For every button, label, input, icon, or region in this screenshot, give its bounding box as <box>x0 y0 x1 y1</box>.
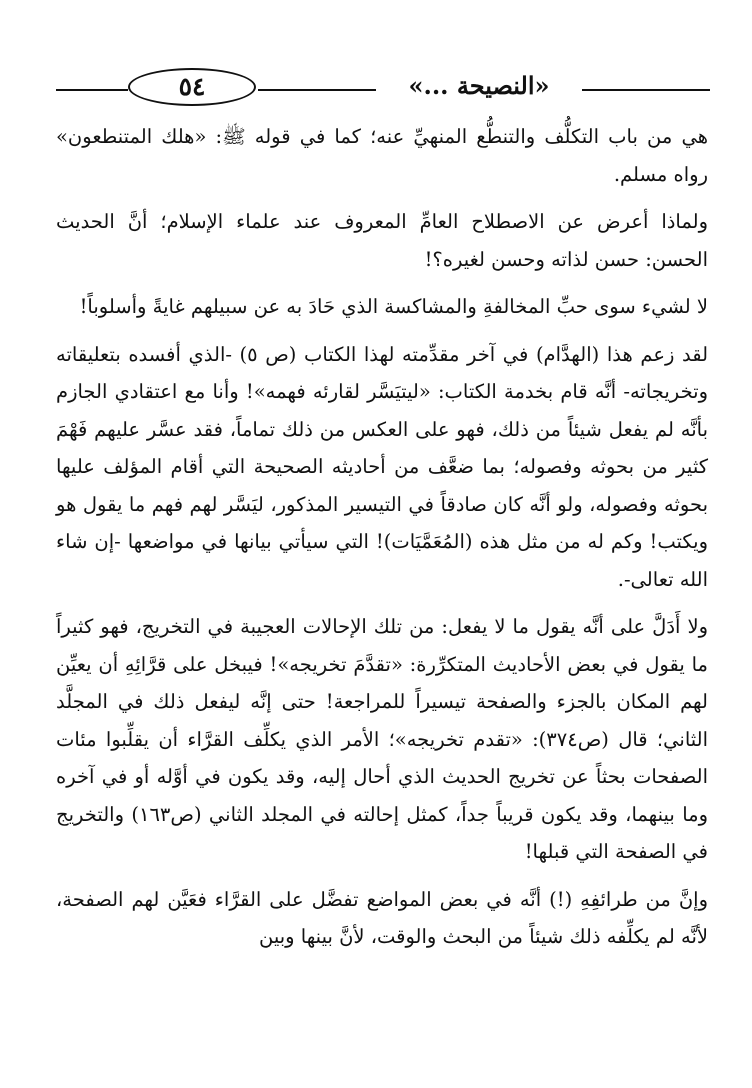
header-rule-left <box>56 89 128 91</box>
paragraph-2: ولماذا أعرض عن الاصطلاح العامِّ المعروف عند علماء الإسلام؛ أنَّ الحديث الحسن: حسن لذاته وحسن لغيره؟! <box>56 210 708 271</box>
running-title: «النصيحة ...» <box>408 71 550 100</box>
page-body <box>56 118 708 966</box>
paragraph-4: لقد زعم هذا (الهدَّام) في آخر مقدِّمته لهذا الكتاب (ص ٥) -الذي أفسده بتعليقاته وتخريجاته- أنَّه قام بخدمة الكتاب: «ليتيَسَّر لقارئه فهمه»! وأنا مع اعتقادي الجازم بأنَّه لم يفعل شيئاً من ذلك، فهو على العكس من ذلك تماماً، فقد عسَّر عليهم فَهْمَ كثير من بحوثه وفصوله؛ بما ضعَّف من أحاديثه الصحيحة التي أقام المؤلف عليها بحوثه وفصوله، ولو أنَّه كان صادقاً في التيسير المذكور، ليَسَّر لهم فهم ما يقول هو ويكتب! وكم له من مثل هذه (المُعَمَّيَات)! التي سيأتي بيانها في مواضعها -إن شاء الله تعالى-. <box>56 342 709 591</box>
paragraph-5: ولا أَدَلَّ على أنَّه يقول ما لا يفعل: من تلك الإحالات العجيبة في التخريج، فهو كثيراً ما يقول في بعض الأحاديث المتكرِّرة: «تقدَّمَ تخريجه»! فيبخل على قرَّائِهِ أن يعيِّن لهم المكان بالجزء والصفحة تيسيراً للمراجعة! حتى إنَّه ليفعل ذلك في المجلَّد الثاني؛ قال (ص٣٧٤): «تقدم تخريجه»؛ الأمر الذي يكلِّف القرَّاء أن يقلِّبوا مئات الصفحات بحثاً عن تخريج الحديث الذي أحال إليه، وقد يكون في أوَّله أو في آخره وما بينهما، وقد يكون قريباً جداً، كمثل إحالته في المجلد الثاني (ص١٦٣) والتخريج في الصفحة التي قبلها! <box>56 615 709 863</box>
page-number-oval <box>128 68 256 106</box>
paragraph-6: وإنَّ من طرائفِهِ (!) أنَّه في بعض المواضع تفضَّل على القرَّاء فعَيَّن لهم الصفحة، لأنَّه لم يكلِّفه ذلك شيئاً من البحث والوقت، لأنَّ بينها وبين <box>56 887 708 948</box>
paragraph-3: لا لشيء سوى حبِّ المخالفةِ والمشاكسة الذي حَادَ به عن سبيلهم غايةً وأسلوباً! <box>79 295 708 318</box>
running-header <box>44 66 710 112</box>
paragraph-1: هي من باب التكلُّف والتنطُّع المنهيِّ عنه؛ كما في قوله ﷺ: «هلك المتنطعون» رواه مسلم. <box>56 125 708 186</box>
page-number: ٥٤ <box>178 72 206 101</box>
header-rule-middle <box>258 89 376 91</box>
header-rule-right <box>582 89 710 91</box>
